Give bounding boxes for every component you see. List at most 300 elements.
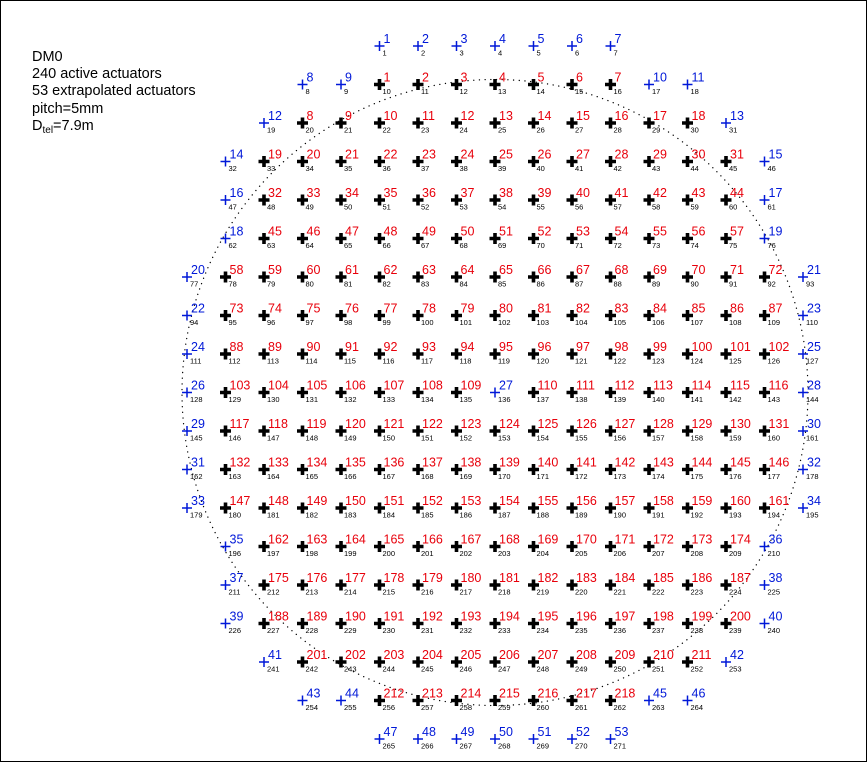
active-actuator-label: 197 (614, 609, 636, 624)
actuator-index-label: 96 (267, 318, 276, 327)
actuator-index-label: 175 (690, 472, 704, 481)
actuator-index-label: 60 (729, 202, 738, 212)
active-actuator-label: 95 (499, 340, 513, 354)
active-actuator (490, 186, 513, 212)
actuator-index-label: 112 (228, 356, 241, 366)
active-actuator (451, 456, 481, 482)
extrapolated-actuator (182, 379, 205, 405)
active-actuator (336, 533, 366, 559)
active-actuator (567, 302, 590, 328)
actuator-index-label: 211 (228, 587, 241, 597)
actuator-index-label: 253 (729, 664, 742, 674)
active-actuator-label: 156 (576, 494, 597, 508)
actuator-index-label: 176 (729, 472, 742, 481)
active-actuator-label: 187 (730, 571, 751, 585)
actuator-index-label: 58 (652, 202, 661, 212)
actuator-index-label: 157 (652, 433, 665, 443)
active-actuator (605, 379, 634, 405)
active-actuator-label: 142 (614, 455, 636, 470)
active-actuator (682, 417, 712, 443)
active-actuator-label: 120 (345, 417, 366, 431)
active-actuator (721, 494, 751, 520)
active-actuator (528, 263, 551, 289)
actuator-index-label: 46 (767, 164, 776, 173)
active-actuator-label: 189 (306, 609, 328, 624)
extrapolated-actuator (760, 225, 783, 251)
extrapolated-actuator (259, 648, 282, 674)
extrapolated-actuator-label: 14 (229, 147, 244, 162)
actuator-index-label: 130 (267, 395, 280, 404)
active-actuator-label: 100 (691, 340, 713, 354)
actuator-index-label: 21 (344, 125, 353, 135)
active-actuator-label: 204 (422, 648, 443, 662)
active-actuator-label: 24 (460, 147, 475, 162)
actuator-index-label: 266 (421, 741, 434, 751)
active-actuator (759, 417, 789, 443)
active-actuator (759, 340, 789, 366)
active-actuator (336, 417, 366, 443)
active-actuator (567, 186, 590, 212)
active-actuator (336, 109, 353, 135)
active-actuator-label: 214 (460, 686, 482, 701)
actuator-index-label: 16 (613, 87, 622, 96)
active-actuator (413, 263, 436, 289)
actuator-index-label: 137 (536, 395, 550, 404)
active-actuator-label: 61 (345, 263, 359, 277)
actuator-index-label: 165 (305, 472, 319, 481)
active-actuator (413, 302, 436, 328)
active-actuator-label: 152 (422, 494, 443, 508)
active-actuator-label: 41 (614, 186, 629, 200)
extrapolated-actuator (798, 379, 821, 405)
active-actuator (567, 533, 597, 559)
active-actuator (605, 263, 628, 289)
actuator-index-label: 239 (729, 626, 742, 635)
active-actuator-label: 92 (383, 340, 398, 354)
active-actuator (336, 494, 366, 520)
actuator-index-label: 212 (267, 587, 280, 597)
active-actuator (451, 225, 474, 251)
active-actuator (297, 610, 327, 636)
active-actuator-label: 80 (499, 301, 513, 316)
active-actuator-label: 105 (306, 378, 328, 393)
extrapolated-actuator (798, 340, 821, 366)
actuator-index-label: 162 (190, 472, 203, 481)
actuator-index-label: 81 (344, 279, 353, 289)
active-actuator (605, 533, 635, 559)
actuator-index-label: 38 (459, 164, 468, 173)
actuator-index-label: 148 (305, 433, 319, 443)
actuator-index-label: 219 (536, 587, 550, 597)
active-actuator (220, 417, 249, 443)
active-actuator (490, 610, 520, 636)
active-actuator-label: 17 (653, 109, 667, 123)
actuator-index-label: 77 (190, 279, 199, 289)
active-actuator-label: 67 (576, 263, 590, 277)
active-actuator-label: 96 (537, 340, 552, 354)
active-actuator-label: 73 (229, 301, 244, 316)
active-actuator-label: 165 (383, 532, 405, 547)
active-actuator-label: 43 (691, 186, 706, 200)
active-actuator (567, 494, 597, 520)
actuator-index-label: 40 (536, 164, 545, 173)
actuator-index-label: 232 (459, 626, 473, 635)
active-actuator (374, 494, 404, 520)
actuator-index-label: 199 (344, 549, 357, 558)
extrapolated-actuator-label: 27 (499, 378, 513, 393)
active-actuator (413, 109, 436, 135)
actuator-index-label: 29 (652, 125, 661, 135)
active-actuator (528, 456, 558, 482)
actuator-index-label: 151 (421, 433, 434, 443)
actuator-index-label: 106 (652, 318, 665, 327)
actuator-index-label: 236 (613, 626, 627, 635)
extrapolated-actuator (606, 725, 629, 751)
active-actuator (451, 571, 481, 597)
extrapolated-actuator-label: 51 (537, 725, 552, 739)
extrapolated-actuator (683, 687, 706, 713)
active-actuator (528, 71, 545, 97)
actuator-index-label: 263 (652, 703, 665, 712)
active-actuator (413, 148, 436, 174)
active-actuator-label: 18 (691, 109, 706, 123)
actuator-index-label: 182 (305, 510, 319, 520)
extrapolated-actuator-label: 8 (306, 70, 314, 85)
active-actuator-label: 161 (768, 494, 790, 508)
active-actuator (567, 263, 590, 289)
active-actuator (374, 417, 404, 443)
active-actuator (259, 186, 282, 212)
active-actuator (490, 263, 513, 289)
extrapolated-actuator-label: 40 (768, 609, 783, 624)
active-actuator (413, 71, 430, 97)
actuator-index-label: 189 (575, 510, 588, 520)
active-actuator (451, 648, 481, 674)
active-actuator-label: 25 (499, 147, 513, 162)
actuator-index-label: 164 (267, 472, 280, 481)
active-actuator (644, 148, 667, 174)
actuator-index-label: 262 (613, 703, 627, 712)
actuator-index-label: 98 (344, 318, 353, 327)
extrapolated-actuator (413, 725, 436, 751)
extrapolated-actuator-label: 16 (229, 186, 244, 200)
actuator-index-label: 126 (767, 356, 781, 366)
actuator-index-label: 200 (382, 549, 396, 558)
actuator-index-label: 168 (421, 472, 434, 481)
active-actuator-label: 81 (537, 301, 552, 316)
active-actuator (297, 648, 327, 674)
actuator-index-label: 188 (536, 510, 550, 520)
active-actuator (605, 148, 628, 174)
active-actuator-label: 60 (306, 263, 321, 277)
actuator-index-label: 171 (536, 472, 550, 481)
active-actuator-label: 86 (730, 301, 744, 316)
active-actuator (682, 263, 705, 289)
actuator-index-label: 147 (267, 433, 280, 443)
actuator-index-label: 72 (613, 241, 622, 250)
active-actuator-label: 42 (653, 186, 667, 200)
active-actuator (721, 148, 744, 174)
active-actuator-label: 9 (345, 109, 352, 123)
active-actuator-label: 114 (691, 378, 712, 393)
actuator-index-label: 61 (767, 202, 776, 212)
extrapolated-actuator (683, 71, 705, 97)
extrapolated-actuator (798, 263, 821, 289)
actuator-index-label: 68 (459, 241, 468, 250)
active-actuator (490, 340, 513, 366)
actuator-index-label: 257 (421, 703, 434, 712)
extrapolated-actuator (336, 687, 359, 713)
actuator-index-label: 41 (575, 164, 584, 173)
active-actuator-label: 64 (460, 263, 475, 277)
active-actuator-label: 164 (345, 532, 366, 547)
active-actuator (220, 379, 250, 405)
active-actuator (567, 648, 597, 674)
actuator-index-label: 84 (459, 279, 468, 289)
actuator-grid (1, 1, 867, 763)
active-actuator-label: 151 (383, 494, 405, 508)
active-actuator (297, 148, 320, 174)
active-actuator-label: 99 (653, 340, 667, 354)
active-actuator (682, 340, 712, 366)
active-actuator-label: 185 (653, 571, 674, 585)
extrapolated-actuator (529, 32, 545, 58)
actuator-index-label: 99 (382, 318, 391, 327)
active-actuator-label: 157 (614, 494, 636, 508)
active-actuator-label: 63 (422, 263, 436, 277)
active-actuator-label: 116 (768, 378, 789, 393)
extrapolated-actuator-label: 20 (191, 263, 205, 277)
active-actuator-label: 159 (691, 494, 713, 508)
active-actuator-label: 146 (768, 455, 790, 470)
actuator-index-label: 42 (613, 164, 622, 173)
actuator-index-label: 82 (382, 279, 391, 289)
active-actuator-label: 213 (422, 686, 443, 701)
active-actuator-label: 138 (460, 455, 482, 470)
actuator-index-label: 202 (459, 549, 473, 558)
extrapolated-actuator (182, 302, 205, 328)
active-actuator-label: 155 (537, 494, 559, 508)
actuator-index-label: 78 (228, 279, 237, 289)
active-actuator (490, 148, 513, 174)
extrapolated-actuator-label: 2 (422, 32, 429, 46)
active-actuator (220, 456, 250, 482)
active-actuator (605, 109, 628, 135)
active-actuator (759, 379, 788, 405)
actuator-index-label: 66 (382, 241, 391, 250)
actuator-index-label: 133 (382, 395, 396, 404)
actuator-index-label: 45 (729, 164, 738, 173)
actuator-index-label: 62 (228, 241, 237, 250)
active-actuator-label: 218 (614, 686, 636, 701)
active-actuator-label: 208 (576, 648, 597, 662)
active-actuator-label: 109 (460, 378, 482, 393)
active-actuator (374, 571, 404, 597)
active-actuator-label: 153 (460, 494, 482, 508)
extrapolated-actuator (798, 494, 821, 520)
active-actuator-label: 167 (460, 532, 482, 547)
actuator-index-label: 50 (344, 202, 353, 212)
actuator-index-label: 1 (382, 48, 387, 58)
active-actuator (682, 225, 705, 251)
active-actuator-label: 65 (499, 263, 513, 277)
extrapolated-actuator (452, 725, 475, 751)
extrapolated-actuator-label: 12 (268, 109, 282, 123)
active-actuator (567, 340, 590, 366)
extrapolated-actuator (221, 571, 244, 597)
actuator-index-label: 248 (536, 664, 550, 674)
active-actuator-label: 94 (460, 340, 475, 354)
actuator-index-label: 208 (690, 549, 704, 558)
active-actuator (374, 186, 397, 212)
active-actuator-label: 78 (422, 301, 436, 316)
active-actuator-label: 32 (268, 186, 282, 200)
active-actuator-label: 126 (576, 417, 597, 431)
active-actuator-label: 14 (537, 109, 552, 123)
actuator-index-label: 108 (729, 318, 742, 327)
active-actuator-label: 135 (345, 455, 366, 470)
active-actuator-label: 93 (422, 340, 436, 354)
active-actuator-label: 169 (537, 532, 559, 547)
actuator-index-label: 167 (382, 472, 396, 481)
actuator-index-label: 250 (613, 664, 627, 674)
active-actuator (605, 340, 628, 366)
actuator-index-label: 146 (228, 433, 242, 443)
extrapolated-actuator-label: 50 (499, 725, 513, 739)
active-actuator-label: 30 (691, 147, 706, 162)
actuator-index-label: 230 (382, 626, 396, 635)
extrapolated-actuator-label: 28 (807, 378, 821, 393)
active-actuator (490, 302, 513, 328)
actuator-index-label: 26 (536, 125, 545, 135)
active-actuator-label: 147 (229, 494, 251, 508)
extrapolated-actuator (375, 32, 391, 58)
telescope-diameter-text: $D_{tel}=7.9m$ (32, 117, 94, 136)
actuator-index-label: 94 (190, 318, 199, 327)
active-actuator-label: 125 (537, 417, 559, 431)
actuator-index-label: 258 (459, 703, 473, 712)
actuator-index-label: 52 (421, 202, 430, 212)
active-actuator-label: 209 (614, 648, 636, 662)
actuator-index-label: 231 (421, 626, 434, 635)
actuator-index-label: 44 (690, 164, 699, 173)
active-actuator-label: 122 (422, 417, 443, 431)
actuator-index-label: 271 (613, 741, 627, 751)
actuator-index-label: 261 (575, 703, 588, 712)
active-actuator-label: 184 (614, 571, 636, 585)
active-actuator-label: 84 (653, 301, 667, 316)
actuator-index-label: 87 (575, 279, 584, 289)
active-actuator (721, 340, 751, 366)
active-actuator (759, 456, 789, 482)
extrapolated-actuator (760, 533, 783, 559)
active-actuator (413, 648, 443, 674)
active-actuator-label: 97 (576, 340, 590, 354)
active-actuator-label: 119 (306, 417, 327, 431)
active-actuator (374, 610, 404, 636)
actuator-index-label: 233 (498, 626, 511, 635)
actuator-index-label: 83 (421, 279, 430, 289)
actuator-index-label: 93 (806, 279, 815, 289)
active-actuator-label: 162 (268, 532, 289, 547)
actuator-index-label: 71 (575, 241, 584, 250)
active-actuator-label: 75 (306, 301, 321, 316)
actuator-index-label: 183 (344, 510, 357, 520)
actuator-index-label: 134 (421, 395, 434, 404)
active-actuator (413, 379, 443, 405)
active-actuator (490, 687, 520, 713)
actuator-index-label: 2 (421, 48, 426, 58)
extrapolated-actuator-label: 38 (768, 571, 783, 585)
active-actuator-label: 111 (576, 378, 596, 393)
extrapolated-actuator-label: 43 (306, 686, 321, 701)
actuator-index-label: 48 (267, 202, 276, 212)
actuator-index-label: 203 (498, 549, 511, 558)
extrapolated-actuator (760, 571, 783, 597)
actuator-index-label: 247 (498, 664, 511, 674)
actuator-index-label: 74 (690, 241, 699, 250)
active-actuator (374, 225, 397, 251)
actuator-index-label: 181 (267, 510, 280, 520)
actuator-index-label: 197 (267, 549, 280, 558)
active-actuator-label: 44 (730, 186, 744, 200)
extrapolated-actuator (490, 379, 513, 405)
active-actuator (528, 340, 551, 366)
active-actuator (259, 148, 282, 174)
active-actuator (259, 379, 289, 405)
active-actuator (490, 456, 520, 482)
actuator-index-label: 259 (498, 703, 511, 712)
active-actuator (374, 148, 397, 174)
active-actuator-label: 186 (691, 571, 713, 585)
actuator-index-label: 118 (459, 356, 472, 366)
active-actuator (413, 417, 443, 443)
active-actuator (259, 610, 289, 636)
active-actuator-label: 83 (614, 301, 629, 316)
actuator-index-label: 207 (652, 549, 665, 558)
active-actuator-label: 191 (383, 609, 405, 624)
actuator-index-label: 193 (729, 510, 742, 520)
extrapolated-actuator-label: 17 (768, 186, 783, 200)
active-actuator (644, 379, 673, 405)
active-actuator (682, 109, 705, 135)
actuator-index-label: 128 (190, 395, 203, 404)
extrapolated-actuator-label: 4 (499, 32, 506, 46)
extrapolated-actuator (298, 71, 314, 97)
active-actuator-label: 107 (383, 378, 405, 393)
active-actuator (451, 417, 481, 443)
actuator-index-label: 75 (729, 241, 738, 250)
active-actuator-label: 181 (499, 571, 520, 585)
active-actuator (413, 456, 443, 482)
actuator-index-label: 186 (459, 510, 473, 520)
active-actuator-label: 121 (383, 417, 405, 431)
actuator-index-label: 49 (305, 202, 314, 212)
active-actuator (759, 302, 782, 328)
active-actuator (374, 302, 397, 328)
actuator-index-label: 19 (267, 125, 276, 135)
actuator-index-label: 109 (767, 318, 781, 327)
active-actuator (374, 263, 397, 289)
actuator-index-label: 124 (690, 356, 704, 366)
active-actuator (644, 225, 667, 251)
active-actuator (644, 340, 667, 366)
active-actuator (644, 456, 674, 482)
actuator-index-label: 184 (382, 510, 396, 520)
extrapolated-actuator-label: 21 (807, 263, 821, 277)
active-actuator (644, 494, 674, 520)
active-actuator (567, 456, 597, 482)
